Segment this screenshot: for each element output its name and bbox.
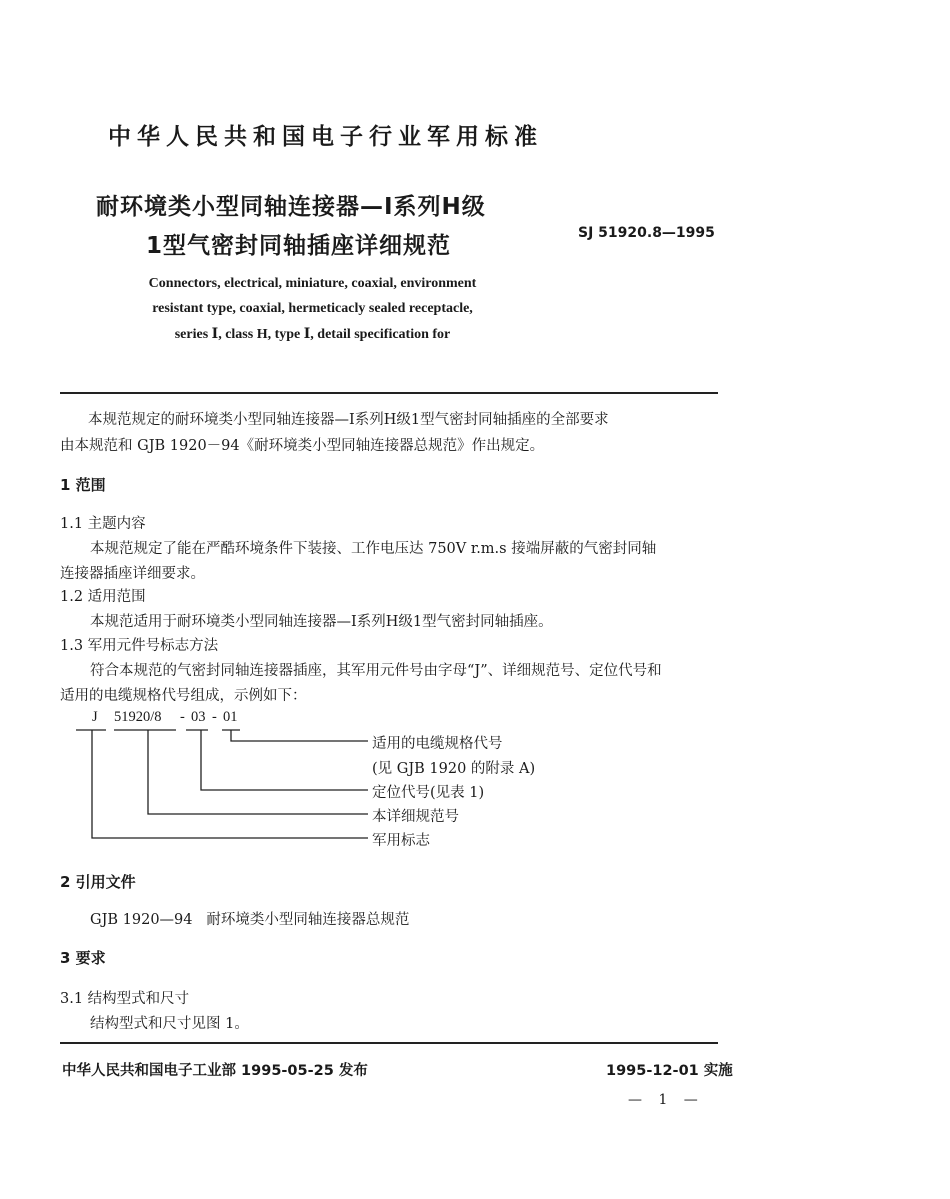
section3-1-heading: 3.1 结构型式和尺寸 bbox=[60, 991, 190, 1007]
leader-cable bbox=[231, 730, 368, 741]
pn-seg-spec: 51920/8 bbox=[114, 709, 162, 725]
pn-seg-dash1: - bbox=[180, 709, 185, 725]
pn-label-cable: 适用的电缆规格代号 bbox=[372, 736, 503, 752]
section1-3-heading: 1.3 军用元件号标志方法 bbox=[60, 638, 219, 654]
effective-date: 1995-12-01 实施 bbox=[606, 1063, 733, 1079]
pn-label-pos: 定位代号(见表 1) bbox=[372, 785, 485, 801]
section2-heading: 2 引用文件 bbox=[60, 873, 136, 891]
section1-1-line1: 本规范规定了能在严酷环境条件下装接、工作电压达 750V r.m.s 接端屏蔽的气密封同轴 bbox=[90, 541, 657, 557]
pn-seg-j: J bbox=[92, 709, 98, 725]
issued-date: 中华人民共和国电子工业部 1995-05-25 发布 bbox=[62, 1063, 368, 1079]
pn-seg-pos: 03 bbox=[191, 709, 206, 725]
leader-pos bbox=[201, 730, 368, 790]
page-number: — 1 — bbox=[628, 1092, 704, 1108]
section1-3-line1: 符合本规范的气密封同轴连接器插座，其军用元件号由字母“J”、详细规范号、定位代号和 bbox=[90, 663, 662, 679]
title-cn-line2: 1型气密封同轴插座详细规范 bbox=[146, 233, 452, 259]
intro-line2: 由本规范和 GJB 1920－94《耐环境类小型同轴连接器总规范》作出规定。 bbox=[60, 438, 545, 454]
pn-label-cable-note: (见 GJB 1920 的附录 A) bbox=[372, 761, 536, 777]
section1-3-line2: 适用的电缆规格代号组成，示例如下： bbox=[60, 688, 307, 704]
section3-1-line1: 结构型式和尺寸见图 1。 bbox=[90, 1016, 249, 1032]
title-en-line1: Connectors, electrical, miniature, coaxial, environment bbox=[148, 276, 477, 291]
section1-heading: 1 范围 bbox=[60, 476, 106, 494]
pn-label-spec: 本详细规范号 bbox=[372, 809, 459, 825]
section1-1-line2: 连接器插座详细要求。 bbox=[60, 566, 205, 582]
intro-line1: 本规范规定的耐环境类小型同轴连接器—Ⅰ系列H级1型气密封同轴插座的全部要求 bbox=[88, 412, 609, 428]
section1-1-heading: 1.1 主题内容 bbox=[60, 516, 146, 532]
title-en-line3: series Ⅰ, class H, type Ⅰ, detail specification for bbox=[174, 327, 451, 342]
pn-seg-dash2: - bbox=[212, 709, 217, 725]
section1-2-line1: 本规范适用于耐环境类小型同轴连接器—Ⅰ系列H级1型气密封同轴插座。 bbox=[90, 614, 553, 630]
section2-ref1: GJB 1920—94 耐环境类小型同轴连接器总规范 bbox=[90, 912, 410, 928]
standard-category: 中华人民共和国电子行业军用标准 bbox=[108, 124, 543, 150]
footer-divider bbox=[60, 1042, 718, 1044]
title-cn-line1: 耐环境类小型同轴连接器—Ⅰ系列H级 bbox=[96, 194, 486, 220]
leader-mil bbox=[92, 730, 368, 838]
title-en-line2: resistant type, coaxial, hermeticacly sealed receptacle, bbox=[152, 301, 473, 316]
section1-2-heading: 1.2 适用范围 bbox=[60, 589, 146, 605]
leader-spec bbox=[148, 730, 368, 814]
section3-heading: 3 要求 bbox=[60, 949, 106, 967]
pn-seg-cable: 01 bbox=[223, 709, 238, 725]
pn-label-mil: 军用标志 bbox=[372, 833, 430, 849]
standard-number: SJ 51920.8—1995 bbox=[578, 225, 715, 241]
